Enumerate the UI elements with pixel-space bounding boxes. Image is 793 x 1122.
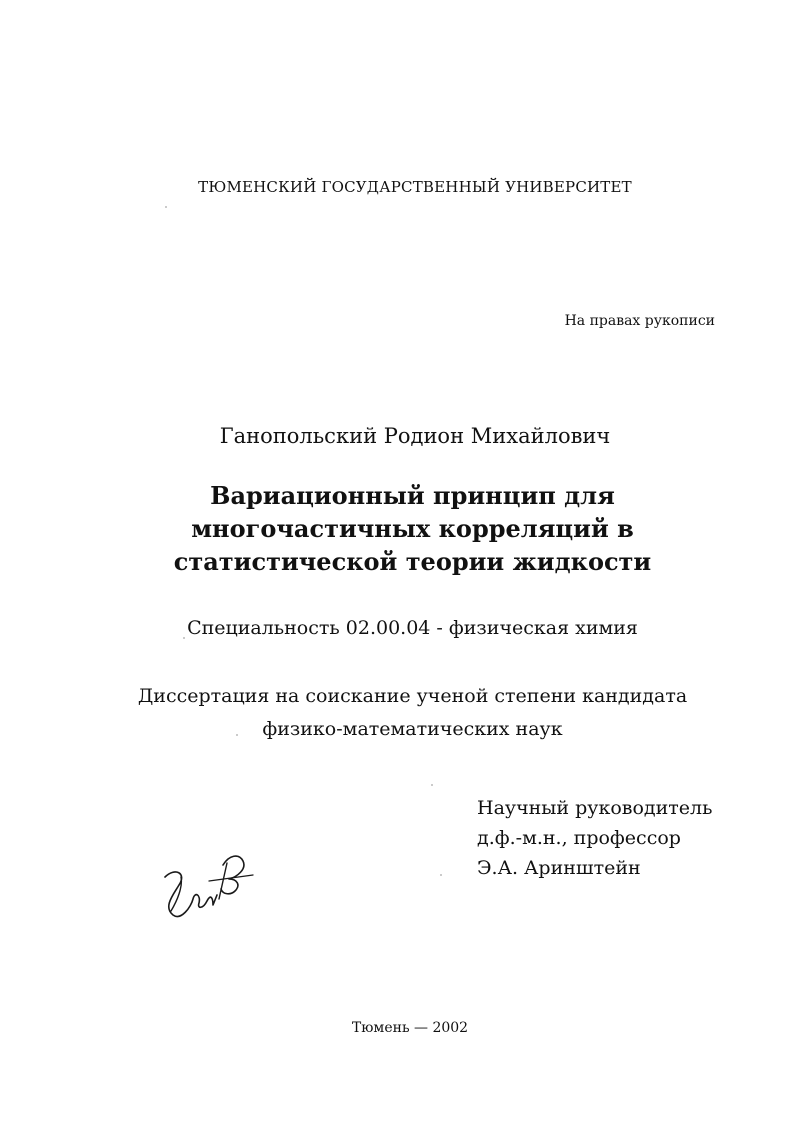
rights-note: На правах рукописи bbox=[564, 313, 715, 329]
supervisor-degree: д.ф.-м.н., профессор bbox=[477, 827, 681, 849]
degree-line: физико-математических наук bbox=[262, 718, 563, 740]
university-name: ТЮМЕНСКИЙ ГОСУДАРСТВЕННЫЙ УНИВЕРСИТЕТ bbox=[198, 178, 632, 196]
author-name: Ганопольский Родион Михайлович bbox=[219, 424, 611, 448]
title-line: многочастичных корреляций в bbox=[191, 514, 634, 543]
title-line: статистической теории жидкости bbox=[173, 547, 652, 576]
title-line: Вариационный принцип для bbox=[210, 481, 615, 510]
degree-line: Диссертация на соискание ученой степени кандидата bbox=[137, 685, 688, 707]
scan-speck bbox=[236, 734, 238, 736]
scan-speck bbox=[165, 206, 167, 208]
scan-speck bbox=[440, 874, 442, 876]
supervisor-block bbox=[477, 793, 712, 883]
scan-speck bbox=[431, 784, 433, 786]
scan-speck bbox=[183, 637, 185, 639]
specialty: Специальность 02.00.04 - физическая химия bbox=[187, 617, 638, 639]
dissertation-degree bbox=[0, 680, 793, 746]
supervisor-name: Э.А. Аринштейн bbox=[477, 857, 641, 879]
city-year: Тюмень — 2002 bbox=[351, 1020, 469, 1036]
supervisor-role: Научный руководитель bbox=[477, 797, 713, 819]
signature bbox=[157, 845, 257, 927]
